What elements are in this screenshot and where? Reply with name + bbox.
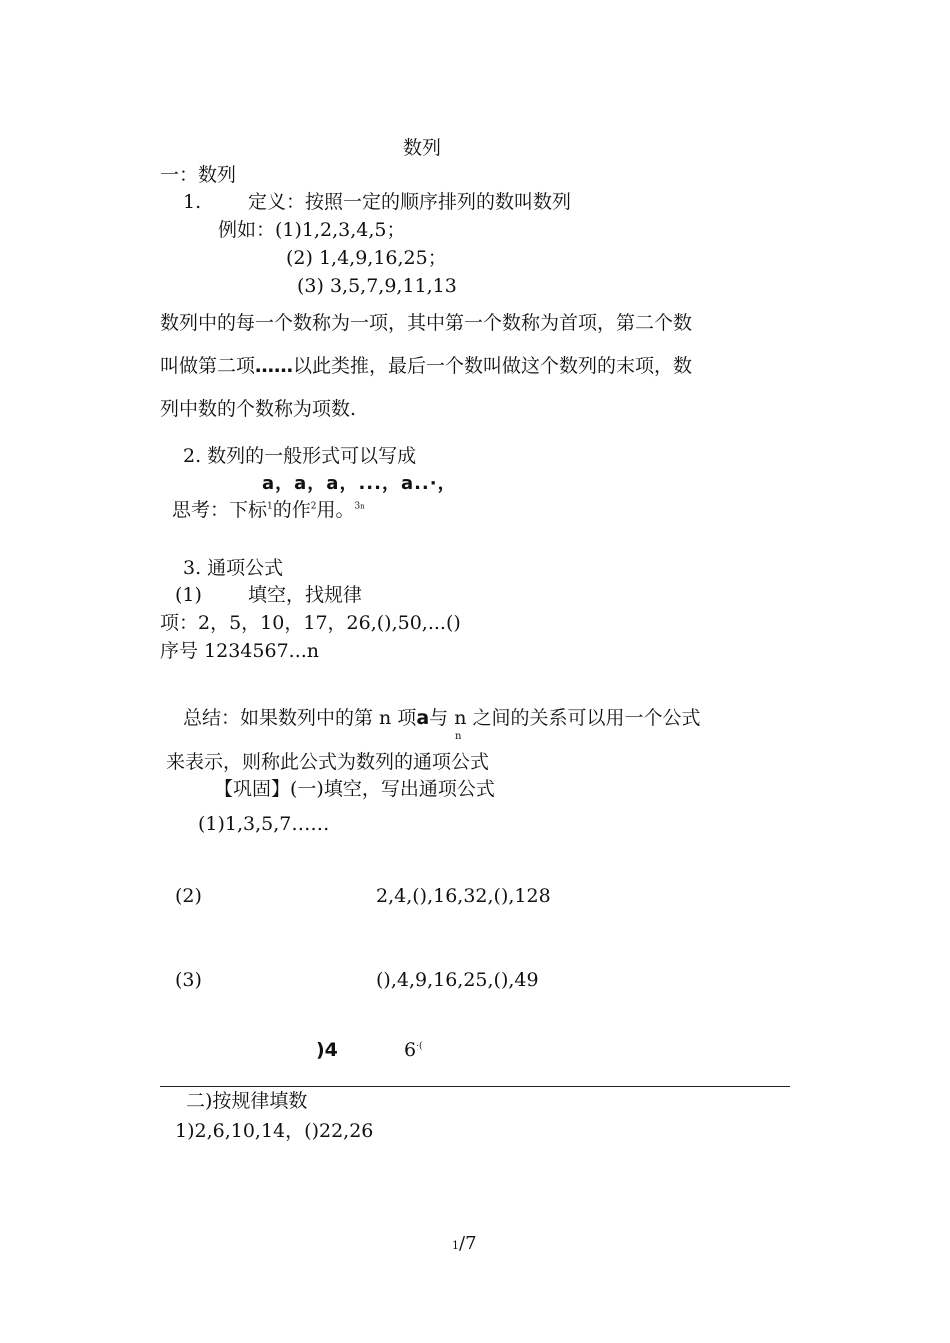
horizontal-divider: [160, 1086, 790, 1087]
paragraph-line-2-start: 叫做第二项: [160, 355, 256, 377]
example-line-1: 例如：(1)1,2,3,4,5；: [218, 219, 406, 241]
paragraph-line-2: [160, 354, 692, 378]
page-number-total: /7: [459, 1233, 477, 1254]
summary-line-1: [183, 706, 700, 730]
fill-blank-text: 填空，找规律: [248, 584, 363, 606]
consolidate-q4-c: ·(: [416, 1041, 423, 1052]
consolidate-q4-a: )4: [316, 1039, 338, 1061]
summary-var-a: a: [416, 707, 430, 729]
superscript-2: 2: [310, 501, 317, 512]
consolidate-q4-b: [404, 1038, 422, 1062]
superscript-3: 3: [354, 501, 361, 512]
general-form-formula: a，a，a，...，a..·，: [262, 473, 457, 494]
page-number-current: 1: [452, 1239, 459, 1252]
think-text-b: 的作: [272, 499, 311, 521]
summary-line-2: 来表示，则称此公式为数列的通项公式: [166, 751, 490, 773]
consolidate-heading: 【巩固】(一)填空，写出通项公式: [214, 778, 495, 800]
paragraph-ellipsis: ……: [255, 355, 294, 377]
consolidate-q1: (1)1,3,5,7……: [198, 813, 330, 835]
consolidate-q2-number: (2): [175, 885, 202, 907]
consolidate-q3-number: (3): [175, 969, 202, 991]
example-line-3: (3) 3,5,7,9,11,13: [297, 275, 457, 297]
think-question: [172, 498, 365, 522]
consolidate-q4-b-text: 6: [404, 1039, 417, 1061]
part2-q1: 1)2,6,10,14，()22,26: [175, 1120, 374, 1142]
paragraph-line-1: 数列中的每一个数称为一项，其中第一个数称为首项，第二个数: [160, 312, 693, 334]
definition-number: 1.: [183, 191, 202, 213]
paragraph-line-3: 列中数的个数称为项数.: [160, 398, 357, 420]
index-line: 序号 1234567...n: [160, 640, 320, 662]
fill-blank-number: (1): [175, 584, 202, 606]
summary-subscript-n: n: [455, 731, 462, 742]
superscript-1: 1: [267, 501, 273, 512]
definition-text: 定义：按照一定的顺序排列的数叫数列: [248, 191, 572, 213]
terms-line: 项：2，5，10，17，26,(),50,...(): [160, 612, 461, 634]
general-term-heading: 3. 通项公式: [183, 557, 284, 579]
paragraph-line-2-end: 以此类推，最后一个数叫做这个数列的末项，数: [293, 355, 693, 377]
part2-heading: 二)按规律填数: [186, 1090, 308, 1112]
page-number: [452, 1233, 477, 1257]
summary-text-b: 与 n 之间的关系可以用一个公式: [429, 707, 701, 729]
general-form-heading: 2. 数列的一般形式可以写成: [183, 445, 417, 467]
think-text-c: 用。: [316, 499, 355, 521]
think-text-a: 思考：下标: [172, 499, 268, 521]
section-heading-sequence: 一：数列: [160, 164, 237, 186]
page-title: 数列: [403, 137, 442, 159]
example-line-2: (2) 1,4,9,16,25；: [286, 247, 447, 269]
superscript-n: n: [360, 502, 365, 511]
consolidate-q2-sequence: 2,4,(),16,32,(),128: [376, 885, 551, 907]
summary-text-a: 总结：如果数列中的第 n 项: [183, 707, 417, 729]
consolidate-q3-sequence: (),4,9,16,25,(),49: [376, 969, 539, 991]
